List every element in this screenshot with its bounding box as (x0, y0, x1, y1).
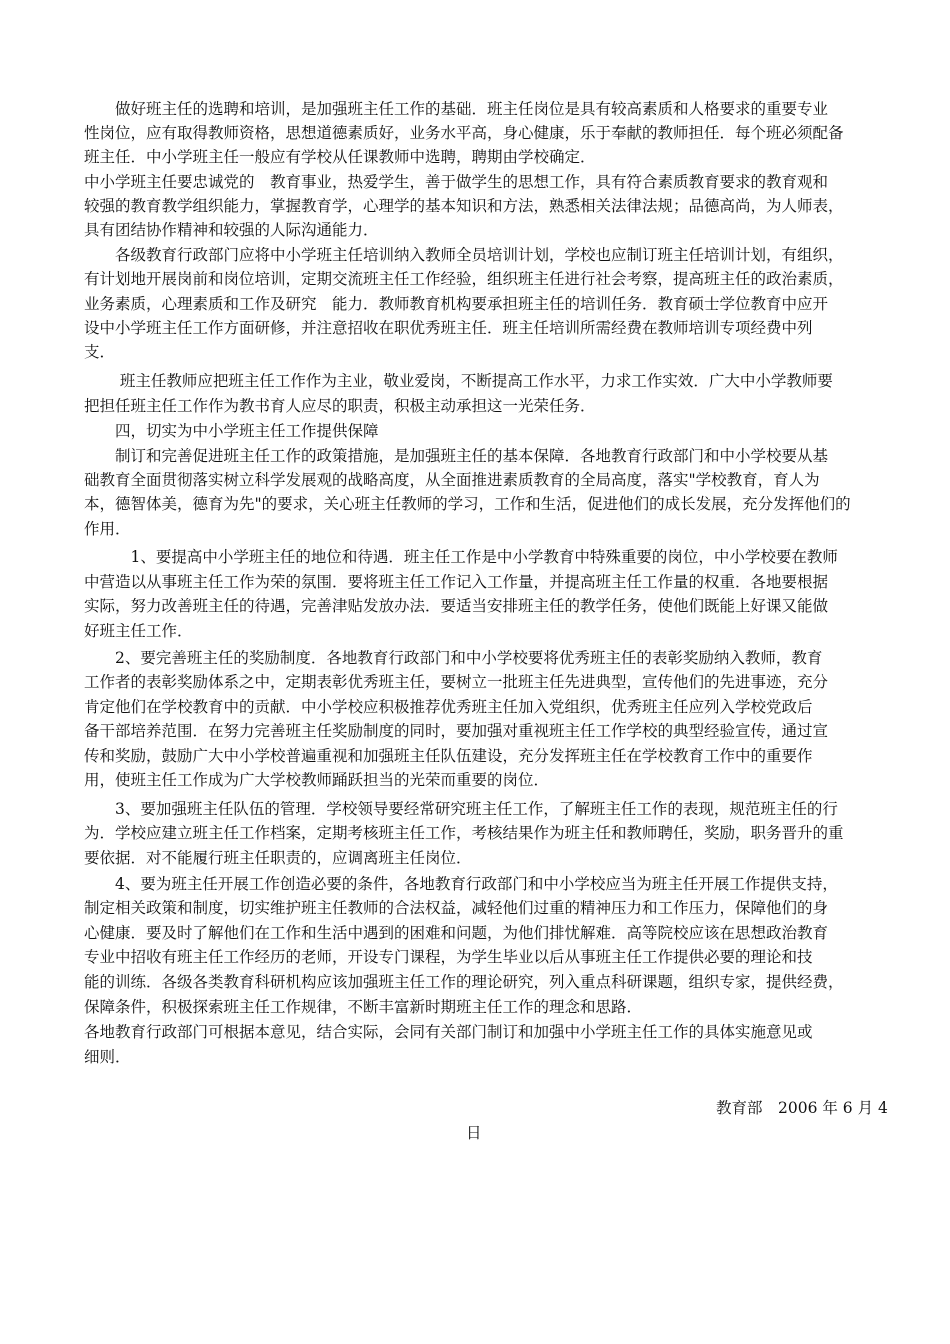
list-item-line: 要依据．对不能履行班主任职责的，应调离班主任岗位． (84, 849, 472, 867)
signature-date: 教育部 2006 年 6 月 4 (716, 1099, 888, 1117)
list-item-line: 保障条件，积极探索班主任工作规律，不断丰富新时期班主任工作的理念和思路． (84, 998, 643, 1016)
text-line: 支． (84, 343, 116, 361)
list-item-line: 能的训练．各级各类教育科研机构应该加强班主任工作的理论研究，列入重点科研课题，组织专家，提供经费， (84, 973, 844, 991)
list-item-line: 心健康．要及时了解他们在工作和生活中遇到的困难和问题，为他们排忧解难．高等院校应该在思想政治教育 (84, 924, 829, 942)
list-item-line: 好班主任工作． (84, 622, 193, 640)
text-line: 细则． (84, 1048, 131, 1066)
text-line: 性岗位，应有取得教师资格，思想道德素质好，业务水平高，身心健康，乐于奉献的教师担任．每个班必须配备 (84, 124, 844, 142)
text-line: 把担任班主任工作作为教书育人应尽的职责，积极主动承担这一光荣任务． (84, 397, 596, 415)
text-line: 有计划地开展岗前和岗位培训，定期交流班主任工作经验，组织班主任进行社会考察，提高班主任的政治素质， (84, 270, 844, 288)
text-line: 班主任．中小学班主任一般应有学校从任课教师中选聘，聘期由学校确定． (84, 148, 596, 166)
text-line: 本，德智体美，德育为先"的要求，关心班主任教师的学习，工作和生活，促进他们的成长发展，充分发挥他们的 (84, 495, 851, 513)
signature-day: 日 (466, 1124, 482, 1142)
list-item-line: 制定相关政策和制度，切实维护班主任教师的合法权益，减轻他们过重的精神压力和工作压力，保障他们的身 (84, 899, 829, 917)
text-line: 中小学班主任要忠诚党的 教育事业，热爱学生，善于做学生的思想工作，具有符合素质教育要求的教育观和 (84, 173, 829, 191)
list-item-line: 中营造以从事班主任工作为荣的氛围．要将班主任工作记入工作量，并提高班主任工作量的权重．各地要根据 (84, 573, 829, 591)
text-line: 较强的教育教学组织能力，掌握教育学，心理学的基本知识和方法，熟悉相关法律法规；品德高尚，为人师表， (84, 197, 844, 215)
list-item-line: 2、要完善班主任的奖励制度．各地教育行政部门和中小学校要将优秀班主任的表彰奖励纳入教师，教育 (84, 649, 823, 667)
text-line: 制订和完善促进班主任工作的政策措施，是加强班主任的基本保障．各地教育行政部门和中小学校要从基 (84, 447, 829, 465)
text-line: 业务素质，心理素质和工作及研究 能力．教师教育机构要承担班主任的培训任务．教育硕士学位教育中应开 (84, 295, 829, 313)
list-item-line: 4、要为班主任开展工作创造必要的条件，各地教育行政部门和中小学校应当为班主任开展工作提供支持， (84, 875, 838, 893)
text-line: 做好班主任的选聘和培训，是加强班主任工作的基础．班主任岗位是具有较高素质和人格要求的重要专业 (84, 100, 829, 118)
list-item-line: 实际，努力改善班主任的待遇，完善津贴发放办法．要适当安排班主任的教学任务，使他们既能上好课又能做 (84, 597, 829, 615)
text-line: 各地教育行政部门可根据本意见，结合实际，会同有关部门制订和加强中小学班主任工作的具体实施意见或 (84, 1023, 813, 1041)
text-line: 作用． (84, 520, 131, 538)
list-item-line: 用，使班主任工作成为广大学校教师踊跃担当的光荣而重要的岗位． (84, 771, 550, 789)
text-line: 具有团结协作精神和较强的人际沟通能力． (84, 221, 379, 239)
text-line: 各级教育行政部门应将中小学班主任培训纳入教师全员培训计划，学校也应制订班主任培训计划，有组织， (84, 246, 844, 264)
list-item-line: 工作者的表彰奖励体系之中，定期表彰优秀班主任，要树立一批班主任先进典型，宣传他们的先进事迹，充分 (84, 673, 829, 691)
text-line: 设中小学班主任工作方面研修，并注意招收在职优秀班主任．班主任培训所需经费在教师培训专项经费中列 (84, 319, 813, 337)
list-item-line: 1、要提高中小学班主任的地位和待遇．班主任工作是中小学教育中特殊重要的岗位，中小学校要在教师 (84, 548, 838, 566)
text-line: 础教育全面贯彻落实树立科学发展观的战略高度，从全面推进素质教育的全局高度，落实"学校教育，育人为 (84, 471, 820, 489)
list-item-line: 肯定他们在学校教育中的贡献．中小学校应积极推荐优秀班主任加入党组织，优秀班主任应列入学校党政后 (84, 698, 813, 716)
list-item-line: 3、要加强班主任队伍的管理．学校领导要经常研究班主任工作，了解班主任工作的表现，规范班主任的行 (84, 800, 838, 818)
list-item-line: 专业中招收有班主任工作经历的老师，开设专门课程，为学生毕业以后从事班主任工作提供必要的理论和技 (84, 948, 813, 966)
section-heading: 四，切实为中小学班主任工作提供保障 (84, 422, 379, 440)
list-item-line: 传和奖励，鼓励广大中小学校普遍重视和加强班主任队伍建设，充分发挥班主任在学校教育工作中的重要作 (84, 747, 813, 765)
text-line: 班主任教师应把班主任工作作为主业，敬业爱岗，不断提高工作水平，力求工作实效．广大中小学教师要 (84, 372, 833, 390)
list-item-line: 备干部培养范围．在努力完善班主任奖励制度的同时，要加强对重视班主任工作学校的典型经验宣传，通过宣 (84, 722, 829, 740)
list-item-line: 为．学校应建立班主任工作档案，定期考核班主任工作，考核结果作为班主任和教师聘任，奖励，职务晋升的重 (84, 824, 844, 842)
